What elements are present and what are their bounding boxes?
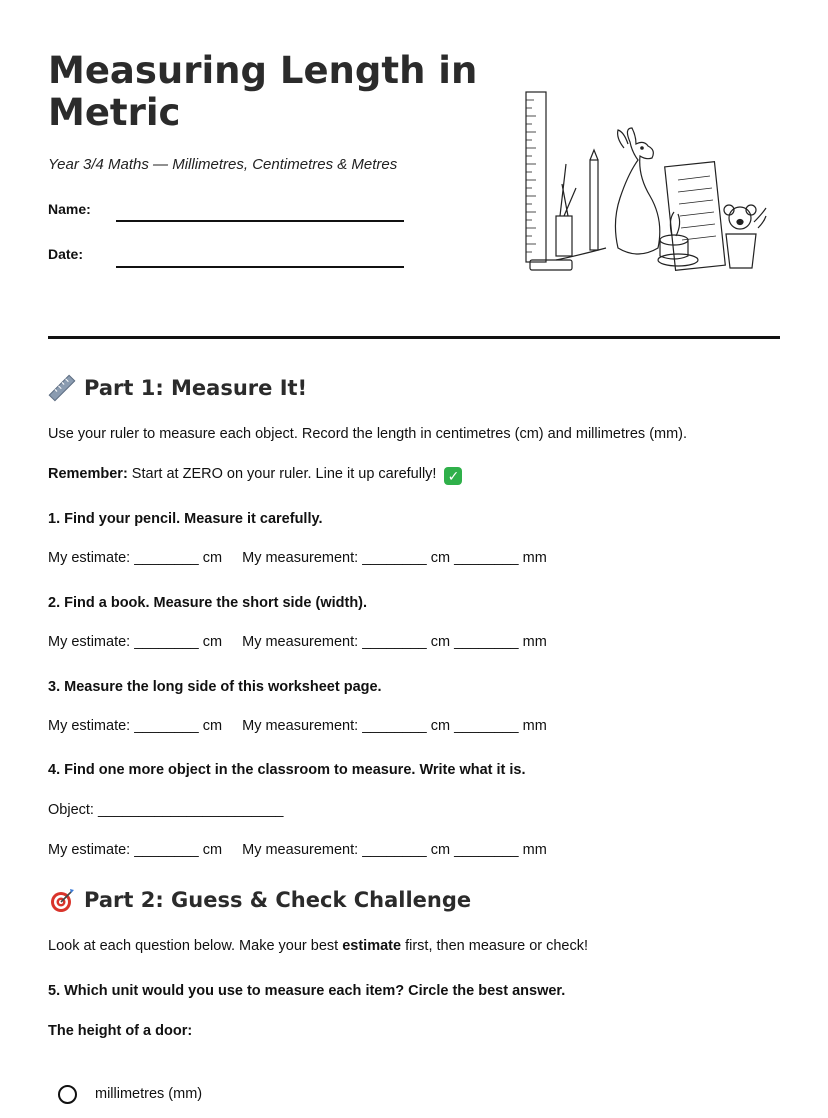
- kangaroo-classroom-illustration: [518, 88, 768, 278]
- question-5: 5. Which unit would you use to measure each item? Circle the best answer.: [48, 983, 566, 999]
- part1-heading-text: Part 1: Measure It!: [84, 376, 308, 400]
- estimate-field[interactable]: My estimate: ________ cm: [48, 718, 223, 734]
- question-1: 1. Find your pencil. Measure it carefully.: [48, 511, 323, 527]
- measurement-field[interactable]: My measurement: ________ cm ________ mm: [242, 718, 547, 734]
- part2-intro-text: Look at each question below. Make your best: [48, 938, 343, 954]
- part1-instructions: Use your ruler to measure each object. Record the length in centimetres (cm) and millimetres (mm).: [48, 426, 688, 442]
- measurement-field[interactable]: My measurement: ________ cm ________ mm: [242, 842, 547, 858]
- check-mark-icon: ✓: [444, 467, 462, 485]
- part1-heading: [48, 374, 307, 402]
- remember-text: Start at ZERO on your ruler. Line it up carefully!: [127, 466, 441, 482]
- ruler-icon: [48, 374, 76, 402]
- answer-row-1: [48, 550, 547, 566]
- part2-heading: [48, 886, 471, 914]
- date-label: Date:: [48, 246, 84, 262]
- part2-heading-text: Part 2: Guess & Check Challenge: [84, 888, 472, 912]
- option-radio[interactable]: [58, 1085, 77, 1104]
- item-label-door: The height of a door:: [48, 1023, 193, 1039]
- option-label: millimetres (mm): [95, 1086, 203, 1102]
- page-subtitle: Year 3/4 Maths — Millimetres, Centimetres & Metres: [48, 156, 398, 173]
- section-divider: [48, 336, 780, 339]
- question-3: 3. Measure the long side of this worksheet page.: [48, 679, 382, 695]
- remember-note: [48, 466, 462, 485]
- measurement-field[interactable]: My measurement: ________ cm ________ mm: [242, 634, 547, 650]
- name-field[interactable]: [116, 220, 404, 222]
- name-label: Name:: [48, 201, 91, 217]
- measurement-field[interactable]: My measurement: ________ cm ________ mm: [242, 550, 547, 566]
- estimate-field[interactable]: My estimate: ________ cm: [48, 634, 223, 650]
- question-2: 2. Find a book. Measure the short side (width).: [48, 595, 368, 611]
- date-field[interactable]: [116, 266, 404, 268]
- answer-row-3: [48, 718, 547, 734]
- object-field[interactable]: Object: _______________________: [48, 802, 284, 818]
- answer-row-2: [48, 634, 547, 650]
- question-4: 4. Find one more object in the classroom to measure. Write what it is.: [48, 762, 526, 778]
- answer-row-4: [48, 842, 547, 858]
- target-icon: [48, 886, 76, 914]
- estimate-field[interactable]: My estimate: ________ cm: [48, 550, 223, 566]
- page-title: Measuring Length in Metric: [48, 49, 478, 134]
- estimate-field[interactable]: My estimate: ________ cm: [48, 842, 223, 858]
- remember-label: Remember:: [48, 466, 128, 482]
- part2-intro-bold: estimate: [342, 938, 402, 954]
- part2-intro: [48, 938, 588, 954]
- part2-intro-end: first, then measure or check!: [401, 938, 589, 954]
